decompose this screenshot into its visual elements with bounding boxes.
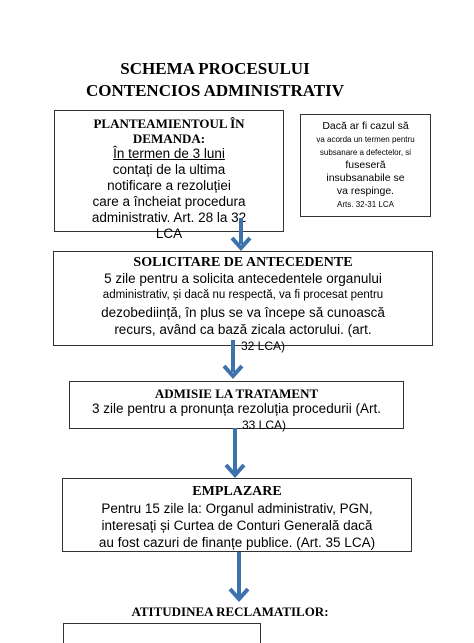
box-planteamientoul-heading-line1: PLANTEAMIENTOUL ÎN	[93, 116, 245, 131]
box-admisie-tratament	[69, 381, 404, 432]
box-planteamientoul-line: În termen de 3 luni	[113, 146, 225, 161]
box-planteamientoul-line: LCA	[155, 226, 183, 241]
box-planteamientoul-heading-line2: DEMANDA:	[132, 131, 206, 146]
side-note-line: va acorda un termen pentru	[316, 135, 415, 144]
box-planteamientoul-line: contați de la ultima	[112, 162, 226, 177]
box-planteamientoul-line: administrativ. Art. 28 la 32	[91, 210, 247, 225]
box-solicitare-line: 32 LCA)	[240, 339, 286, 353]
flow-arrow-2	[220, 340, 246, 380]
box-planteamientoul-line: notificare a rezoluției	[107, 178, 231, 193]
diagram-title-line1: SCHEMA PROCESULUI	[120, 59, 310, 78]
side-note-line: subsanare a defectelor, si	[319, 148, 412, 157]
flow-arrow-1	[228, 218, 254, 252]
box-emplazare-line: Pentru 15 zile la: Organul administrativ, PGN,	[101, 501, 373, 516]
side-note-box	[300, 114, 431, 217]
flow-arrow-4	[226, 552, 252, 602]
box-emplazare-heading: EMPLAZARE	[192, 484, 282, 499]
box-solicitare-line: recurs, având ca bază zicala actorului. (art.	[114, 322, 372, 337]
box-solicitare-line: 5 zile pentru a solicita antecedentele organului	[104, 271, 382, 286]
box-solicitare-line: administrativ, și dacă nu respectă, va fi procesat pentru	[102, 289, 384, 301]
diagram-title-line2: CONTENCIOS ADMINISTRATIV	[85, 81, 345, 100]
flow-arrow-3	[222, 428, 248, 478]
side-note-line: Arts. 32-31 LCA	[337, 200, 394, 209]
box-emplazare	[62, 478, 412, 552]
box-admisie-line: 33 LCA)	[241, 418, 287, 432]
box-planteamientoul-line: care a încheiat procedura	[92, 194, 246, 209]
side-note-line: insubsanabile se	[326, 172, 405, 184]
box-emplazare-line: au fost cazuri de finanțe publice. (Art. 35 LCA)	[98, 535, 376, 550]
box-solicitare-heading: SOLICITARE DE ANTECEDENTE	[133, 255, 353, 270]
side-note-line: Dacă ar fi cazul să	[322, 120, 409, 132]
side-note-line: fuseseră	[345, 159, 386, 171]
box-solicitare-antecedente	[53, 251, 433, 353]
box-atitudinea-reclamatilor	[63, 623, 261, 643]
box-admisie-line: 3 zile pentru a pronunța rezoluția procedurii (Art.	[92, 401, 381, 416]
box-admisie-heading: ADMISIE LA TRATAMENT	[154, 386, 319, 401]
box-emplazare-line: interesați și Curtea de Conturi Generală dacă	[101, 518, 373, 533]
box-planteamientoul	[54, 110, 284, 241]
box-solicitare-line: dezobediință, în plus se va începe să cunoască	[101, 305, 385, 320]
side-note-line: va respinge.	[336, 185, 395, 197]
atitudinea-reclamatilor-heading: ATITUDINEA RECLAMATILOR:	[131, 604, 329, 619]
